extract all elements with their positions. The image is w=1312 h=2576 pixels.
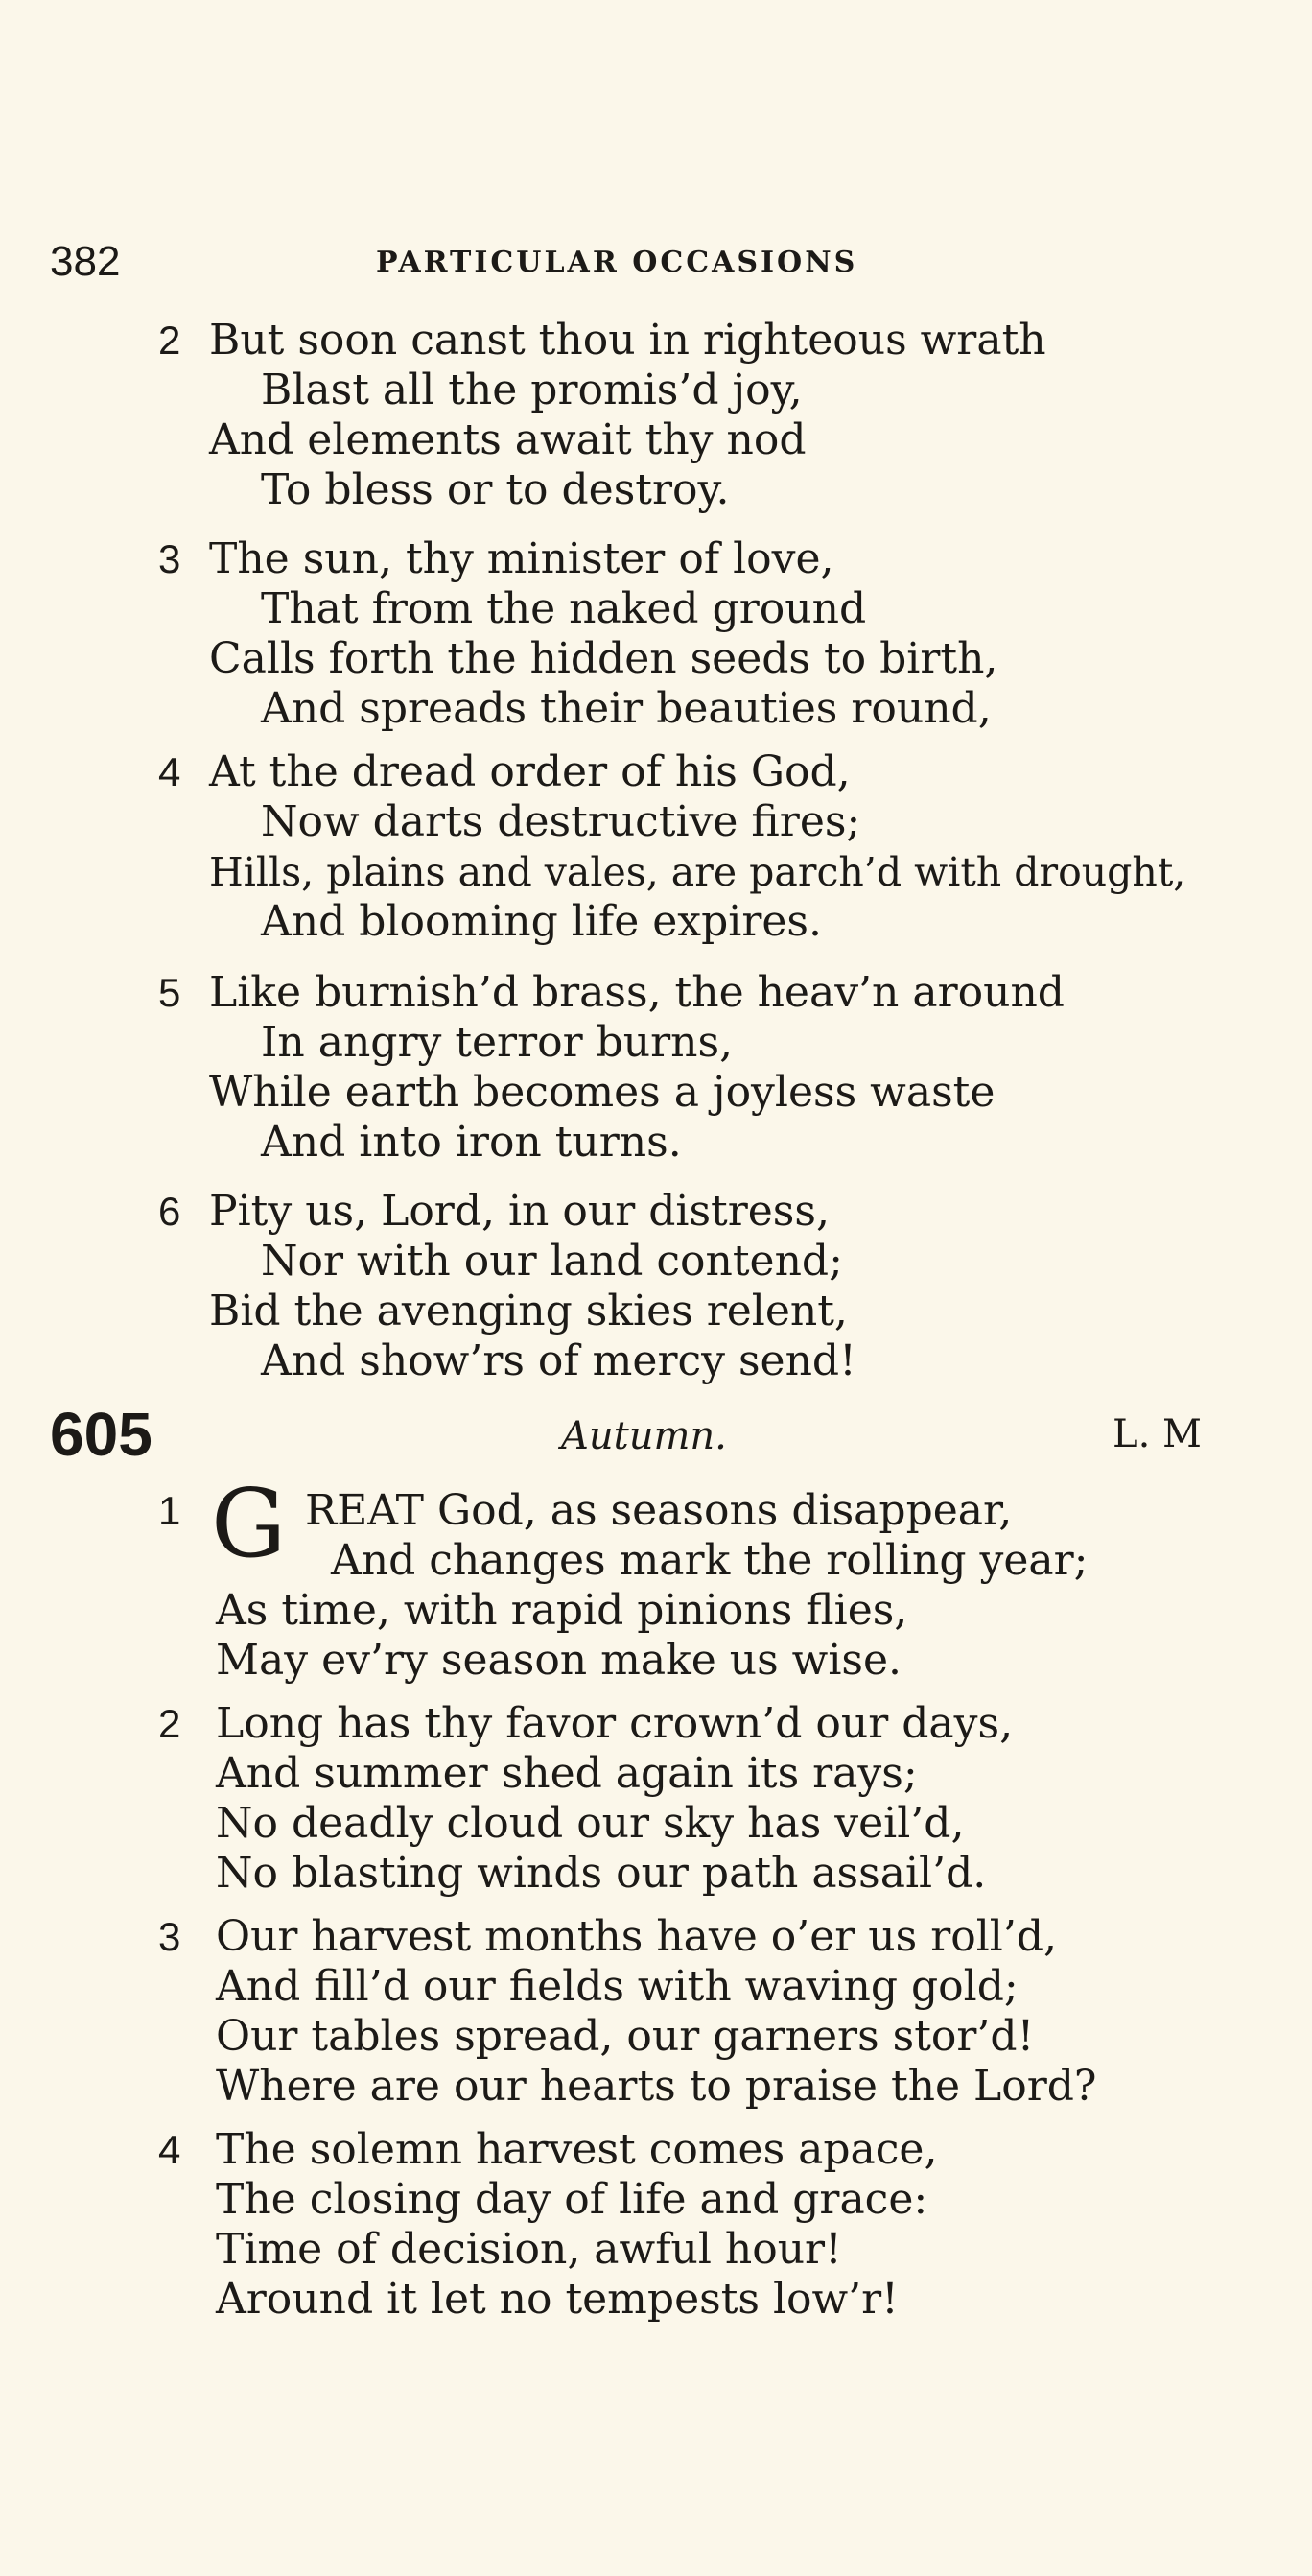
verse-line: And show’rs of mercy send! (261, 1336, 856, 1385)
verse-line: Around it let no tempests low’r! (216, 2275, 899, 2324)
stanza-number: 1 (158, 1488, 181, 1533)
verse-line: Nor with our land contend; (261, 1237, 843, 1286)
stanza-number: 3 (158, 1914, 181, 1959)
verse-line: Long has thy favor crown’d our days, (216, 1699, 1014, 1748)
verse-line: Bid the avenging skies relent, (209, 1287, 848, 1335)
verse-line: And changes mark the rolling year; (331, 1536, 1089, 1585)
page-number: 382 (50, 238, 121, 285)
running-title: PARTICULAR OCCASIONS (376, 246, 858, 279)
verse-line: May ev’ry season make us wise. (216, 1636, 902, 1685)
verse-line: Pity us, Lord, in our distress, (209, 1187, 830, 1236)
verse-line: While earth becomes a joyless waste (209, 1068, 996, 1117)
verse-line: REAT God, as seasons disappear, (305, 1486, 1013, 1535)
hymn-number: 605 (50, 1400, 152, 1469)
verse-line: And spreads their beauties round, (261, 684, 992, 733)
verse-line: That from the naked ground (261, 584, 867, 633)
verse-line: At the dread order of his God, (209, 747, 851, 796)
verse-line: No deadly cloud our sky has veil’d, (216, 1799, 965, 1848)
stanza-number: 2 (158, 1701, 181, 1746)
drop-cap: G (211, 1470, 287, 1579)
verse-line: Like burnish’d brass, the heav’n around (209, 968, 1065, 1017)
verse-line: Our harvest months have o’er us roll’d, (216, 1912, 1058, 1961)
verse-line: Blast all the promis’d joy, (261, 366, 803, 414)
verse-line: The solemn harvest comes apace, (216, 2125, 938, 2174)
hymn-meter: L. M (1113, 1412, 1202, 1456)
verse-line: But soon canst thou in righteous wrath (209, 316, 1046, 365)
verse-line: In angry terror burns, (261, 1018, 734, 1067)
stanza-number: 3 (158, 536, 181, 581)
stanza-number: 5 (158, 970, 181, 1015)
stanza-number: 6 (158, 1189, 181, 1234)
verse-line: And into iron turns. (261, 1118, 682, 1167)
verse-line: Our tables spread, our garners stor’d! (216, 2012, 1035, 2061)
verse-line: Calls forth the hidden seeds to birth, (209, 634, 998, 683)
verse-line: To bless or to destroy. (261, 465, 730, 514)
verse-line: And elements await thy nod (209, 415, 807, 464)
verse-line: The closing day of life and grace: (216, 2175, 928, 2224)
stanza-number: 4 (158, 749, 181, 794)
hymn-title: Autumn. (561, 1414, 727, 1458)
verse-line: And fill’d our fields with waving gold; (216, 1962, 1019, 2011)
verse-line: The sun, thy minister of love, (209, 534, 834, 583)
verse-line: No blasting winds our path assail’d. (216, 1849, 987, 1898)
stanza-number: 2 (158, 318, 181, 363)
verse-line: Time of decision, awful hour! (216, 2225, 842, 2274)
verse-line: Hills, plains and vales, are parch’d with drought, (209, 849, 1186, 895)
verse-line: Now darts destructive fires; (261, 797, 861, 846)
verse-line: And summer shed again its rays; (216, 1749, 918, 1798)
verse-line: As time, with rapid pinions flies, (216, 1586, 908, 1635)
verse-line: Where are our hearts to praise the Lord? (216, 2062, 1097, 2111)
verse-line: And blooming life expires. (261, 897, 822, 946)
page-header (50, 238, 1249, 295)
stanza-number: 4 (158, 2127, 181, 2172)
